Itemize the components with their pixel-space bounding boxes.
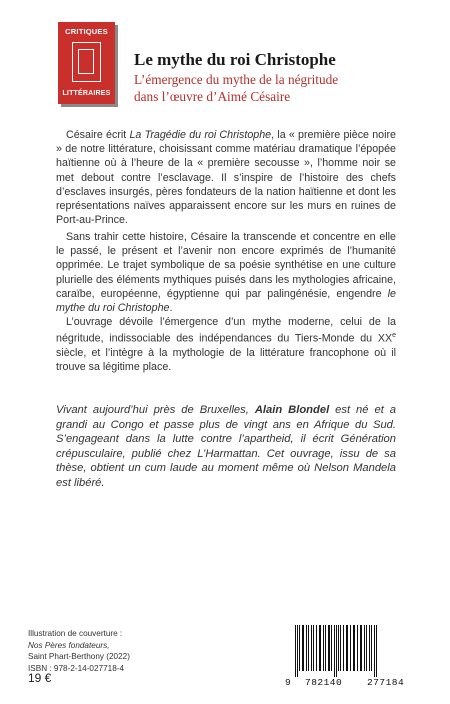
barcode-bar bbox=[340, 625, 341, 671]
barcode-bar bbox=[336, 625, 337, 677]
subtitle-line-2: dans l’œuvre d’Aimé Césaire bbox=[134, 89, 291, 104]
summary-paragraph-2: Sans trahir cette histoire, Césaire la transcende et concentre en elle le passé, le présent et l’avenir non encore exprimés de l’humanité opprimée. Le trajet symbolique de sa poésie synthétise en une culture plurielle des éléments mythiques puisés dans les mythologies africaine, caraïbe, européenne, égyptienne qui par palingénésie, engendre le mythe du roi Christophe. bbox=[56, 231, 396, 315]
myth-title: le mythe du roi Christophe bbox=[56, 287, 396, 315]
barcode-bar bbox=[299, 625, 300, 671]
barcode-bar bbox=[350, 625, 351, 671]
barcode-bar bbox=[316, 625, 317, 671]
author-bio: Vivant aujourd’hui près de Bruxelles, Alain Blondel est né et a grandi au Congo et passe plus de vingt ans en Afrique du Sud. S’engageant dans la lutte contre l’apartheid, il écrit Génération crépusculaire, publié chez L’Harmattan. Cet ouvrage, issu de sa thèse, obtient un cum laude au moment même où Nelson Mandela est libéré. bbox=[56, 404, 397, 489]
barcode-bar bbox=[311, 625, 312, 671]
barcode-bar bbox=[319, 625, 321, 671]
barcode-bar bbox=[346, 625, 348, 671]
barcode-bar bbox=[338, 625, 339, 671]
barcode-bar bbox=[302, 625, 304, 671]
barcode-bar bbox=[371, 625, 372, 671]
play-title: La Tragédie du roi Christophe bbox=[129, 129, 272, 141]
barcode-bar bbox=[353, 625, 355, 671]
barcode-digits-right: 277184 bbox=[367, 677, 405, 688]
barcode-bar bbox=[360, 625, 362, 671]
barcode-bar bbox=[328, 625, 330, 671]
logo-book-icon bbox=[72, 42, 101, 82]
barcode-bar bbox=[366, 625, 367, 671]
barcode-bar bbox=[374, 625, 375, 677]
barcode-bar bbox=[308, 625, 309, 671]
isbn-barcode bbox=[283, 625, 426, 687]
book-subtitle bbox=[134, 71, 338, 105]
summary-paragraph-1: Césaire écrit La Tragédie du roi Christophe, la « première pièce noire » de notre littérature, choisissant comme matériau dramatique l’épopée haïtienne où à l’heure de la « première secousse », l’homme noir se met debout contre l’esclavage. Il s’inspire de l’histoire des chefs d’esclaves insurgés, pères fondateurs de la nation haïtienne et dont les représentations naïves apparaissent encore sur les murs en ruines de Port-au-Prince. bbox=[56, 129, 396, 227]
book-title: Le mythe du roi Christophe bbox=[134, 50, 336, 69]
logo-top-text: CRITIQUES bbox=[65, 27, 108, 36]
barcode-bar bbox=[364, 625, 365, 671]
barcode-bar bbox=[323, 625, 324, 671]
author-name: Alain Blondel bbox=[254, 404, 330, 416]
barcode-bar bbox=[297, 625, 298, 677]
series-logo bbox=[58, 22, 115, 104]
barcode-bar bbox=[357, 625, 358, 671]
barcode-digit-first: 9 bbox=[285, 677, 292, 688]
barcode-bar bbox=[334, 625, 335, 677]
summary-paragraph-3: L’ouvrage dévoile l’émergence d’un mythe moderne, celui de la négritude, indissociable des indépendances du Tiers-Monde du XXe siècle, et l’intègre à la mythologie de la littérature francophone où il trouve sa légitime place. bbox=[56, 316, 396, 374]
barcode-bar bbox=[306, 625, 307, 671]
logo-bottom-text: LITTÉRAIRES bbox=[62, 90, 111, 97]
barcode-bar bbox=[343, 625, 344, 671]
isbn: ISBN : 978-2-14-027718-4 bbox=[28, 663, 125, 673]
barcode-bar bbox=[313, 625, 314, 671]
subtitle-line-1: L’émergence du mythe de la négritude bbox=[134, 72, 339, 87]
cover-credit: Illustration de couverture : Nos Pères fondateurs, Saint Phart-Berthony (2022) ISBN : 978-2-14-027718-4 bbox=[28, 629, 130, 673]
barcode-bar bbox=[369, 625, 370, 671]
barcode-bar bbox=[325, 625, 326, 671]
barcode-bar bbox=[331, 625, 332, 671]
barcode-bar bbox=[295, 625, 296, 677]
price: 19 € bbox=[28, 671, 52, 685]
barcode-bar bbox=[376, 625, 377, 677]
barcode-bars bbox=[283, 625, 426, 677]
barcode-digits-left: 782140 bbox=[305, 677, 343, 688]
